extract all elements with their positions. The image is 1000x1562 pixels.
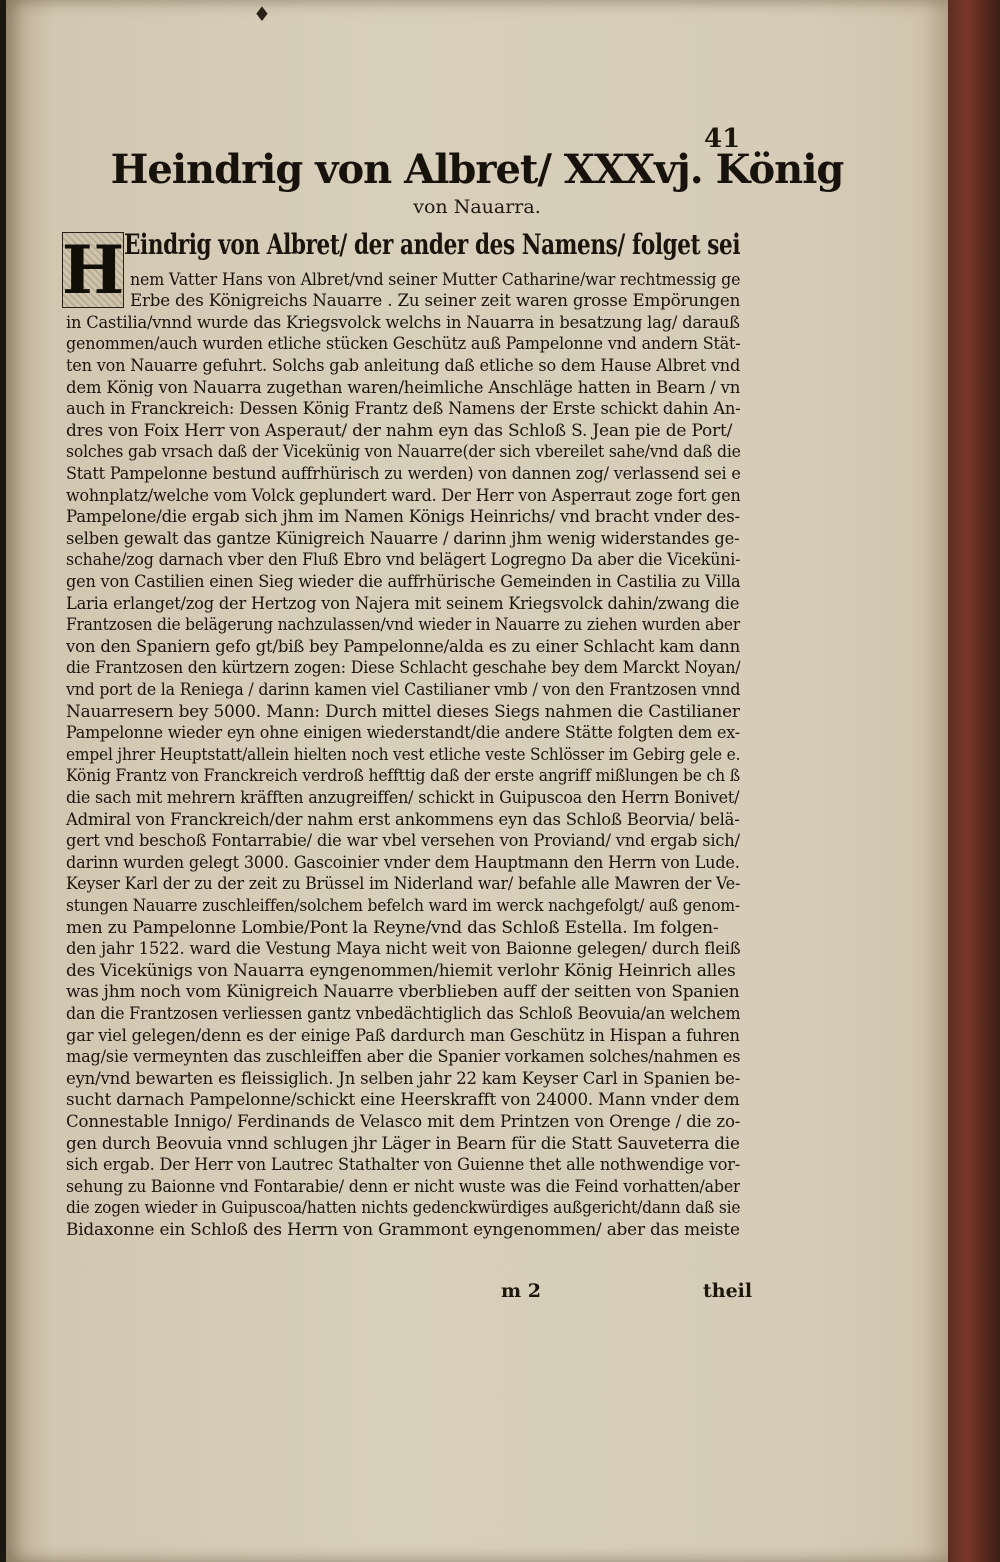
text-line: ten von Nauarre gefuhrt. Solchs gab anleitung daß etliche so dem Hause Albret vnd xyxy=(66,356,741,376)
text-line: vnd port de la Reniega / darinn kamen viel Castilianer vmb / von den Frantzosen vnnd xyxy=(66,680,740,700)
text-line: Laria erlanget/zog der Hertzog von Najera mit seinem Kriegsvolck dahin/zwang die xyxy=(66,593,740,614)
text-line: stungen Nauarre zuschleiffen/solchem befelch ward im werck nachgefolgt/ auß genom- xyxy=(66,896,740,916)
text-line: auch in Franckreich: Dessen König Frantz deß Namens der Erste schickt dahin An- xyxy=(66,399,741,420)
text-line: Bidaxonne ein Schloß des Herrn von Grammont eyngenommen/ aber das meiste xyxy=(66,1220,740,1240)
text-line: sucht darnach Pampelonne/schickt eine Heerskrafft von 24000. Mann vnder dem xyxy=(66,1090,740,1111)
text-line: selben gewalt das gantze Künigreich Nauarre / darinn jhm wenig widerstandes ge- xyxy=(66,528,740,549)
text-line: gar viel gelegen/denn es der einige Paß dardurch man Geschütz in Hispan a fuhren xyxy=(66,1025,740,1046)
text-line: Pampelonne wieder eyn ohne einigen wiederstandt/die andere Stätte folgten dem ex- xyxy=(66,723,740,744)
text-line: den jahr 1522. ward die Vestung Maya nicht weit von Baionne gelegen/ durch fleiß xyxy=(66,939,741,960)
text-line: des Vicekünigs von Nauarra eyngenommen/hiemit verlohr König Heinrich alles xyxy=(66,960,736,981)
text-line: König Frantz von Franckreich verdroß heffttig daß der erste angriff mißlungen be ch ß xyxy=(66,766,740,787)
page-number: 41 xyxy=(704,124,741,154)
text-line: darinn wurden gelegt 3000. Gascoinier vnder dem Hauptmann den Herrn von Lude. xyxy=(66,852,740,873)
text-line: sich ergab. Der Herr von Lautrec Stathalter von Guienne thet alle nothwendige vor- xyxy=(66,1155,740,1176)
text-line: Connestable Innigo/ Ferdinands de Velasco mit dem Printzen von Orenge / die zo- xyxy=(66,1112,741,1132)
text-line: dres von Foix Herr von Asperaut/ der nahm eyn das Schloß S. Jean pie de Port/ xyxy=(66,420,733,441)
text-line: dan die Frantzosen verliessen gantz vnbedächtiglich das Schloß Beovuia/an welchem xyxy=(66,1004,741,1024)
text-line: Nauarresern bey 5000. Mann: Durch mittel dieses Siegs nahmen die Castilianer xyxy=(66,701,740,722)
text-line: nem Vatter Hans von Albret/vnd seiner Mutter Catharine/war rechtmessig ge xyxy=(130,269,741,290)
text-line: eyn/vnd bewarten es fleissiglich. Jn selben jahr 22 kam Keyser Carl in Spanien be- xyxy=(66,1068,741,1089)
decorated-initial: H xyxy=(61,231,125,309)
text-line: schahe/zog darnach vber den Fluß Ebro vnd belägert Logregno Da aber die Viceküni- xyxy=(66,550,740,571)
text-line: genommen/auch wurden etliche stücken Geschütz auß Pampelonne vnd andern Stät- xyxy=(66,334,741,355)
text-line: die sach mit mehrern kräfften anzugreiffen/ schickt in Guipuscoa den Herrn Bonivet/ xyxy=(66,788,740,808)
text-line: mag/sie vermeynten das zuschleiffen aber die Spanier vorkamen solches/nahmen es xyxy=(66,1047,741,1068)
text-line: Frantzosen die belägerung nachzulassen/vnd wieder in Nauarre zu ziehen wurden aber xyxy=(66,615,741,636)
text-line: von den Spaniern gefo gt/biß bey Pampelonne/alda es zu einer Schlacht kam dann xyxy=(66,636,741,657)
chapter-subtitle: von Nauarra. xyxy=(413,196,541,218)
text-line: was jhm noch vom Künigreich Nauarre vberblieben auff der seitten von Spanien xyxy=(66,982,740,1003)
text-line: Keyser Karl der zu der zeit zu Brüssel im Niderland war/ befahle alle Mawren der Ve- xyxy=(66,874,741,895)
text-line: Eindrig von Albret/ der ander des Namens/ folget sei xyxy=(124,228,740,261)
text-line: Pampelone/die ergab sich jhm im Namen Königs Heinrichs/ vnd bracht vnder des- xyxy=(66,507,740,528)
printer-ornament: ♦ xyxy=(253,2,271,26)
text-line: die Frantzosen den kürtzern zogen: Diese Schlacht geschahe bey dem Marckt Noyan/ xyxy=(66,658,741,679)
signature-mark: m 2 xyxy=(501,1280,541,1302)
text-line: dem König von Nauarra zugethan waren/heimliche Anschläge hatten in Bearn / vn xyxy=(66,377,740,398)
text-line: in Castilia/vnnd wurde das Kriegsvolck welchs in Nauarra in besatzung lag/ darauß xyxy=(66,312,740,333)
book-page xyxy=(6,0,948,1562)
text-line: Statt Pampelonne bestund auffrhürisch zu werden) von dannen zog/ verlassend sei e xyxy=(66,464,741,484)
page-edge-background xyxy=(948,0,1000,1562)
text-line: gert vnd beschoß Fontarrabie/ die war vbel versehen von Proviand/ vnd ergab sich/ xyxy=(66,831,740,852)
text-line: empel jhrer Heuptstatt/allein hielten noch vest etliche veste Schlösser im Gebirg gele e. xyxy=(66,744,741,765)
text-line: solches gab vrsach daß der Vicekünig von Nauarre(der sich vbereilet sahe/vnd daß die xyxy=(66,442,741,463)
text-line: Erbe des Königreichs Nauarre . Zu seiner zeit waren grosse Empörungen xyxy=(130,291,740,312)
chapter-title: Heindrig von Albret/ XXXvj. König xyxy=(110,146,844,193)
text-line: gen von Castilien einen Sieg wieder die auffrhürische Gemeinden in Castilia zu Villa xyxy=(66,572,741,592)
text-line: men zu Pampelonne Lombie/Pont la Reyne/vnd das Schloß Estella. Im folgen- xyxy=(66,917,719,938)
text-line: gen durch Beovuia vnnd schlugen jhr Läger in Bearn für die Statt Sauveterra die xyxy=(66,1133,740,1154)
text-line: Admiral von Franckreich/der nahm erst ankommens eyn das Schloß Beorvia/ belä- xyxy=(66,809,740,830)
catchword: theil xyxy=(703,1280,753,1302)
text-line: die zogen wieder in Guipuscoa/hatten nichts gedenckwürdiges außgericht/dann daß sie xyxy=(66,1198,741,1219)
text-line: sehung zu Baionne vnd Fontarabie/ denn er nicht wuste was die Feind vorhatten/aber xyxy=(66,1176,741,1197)
text-line: wohnplatz/welche vom Volck geplundert ward. Der Herr von Asperraut zoge fort gen xyxy=(66,485,741,506)
